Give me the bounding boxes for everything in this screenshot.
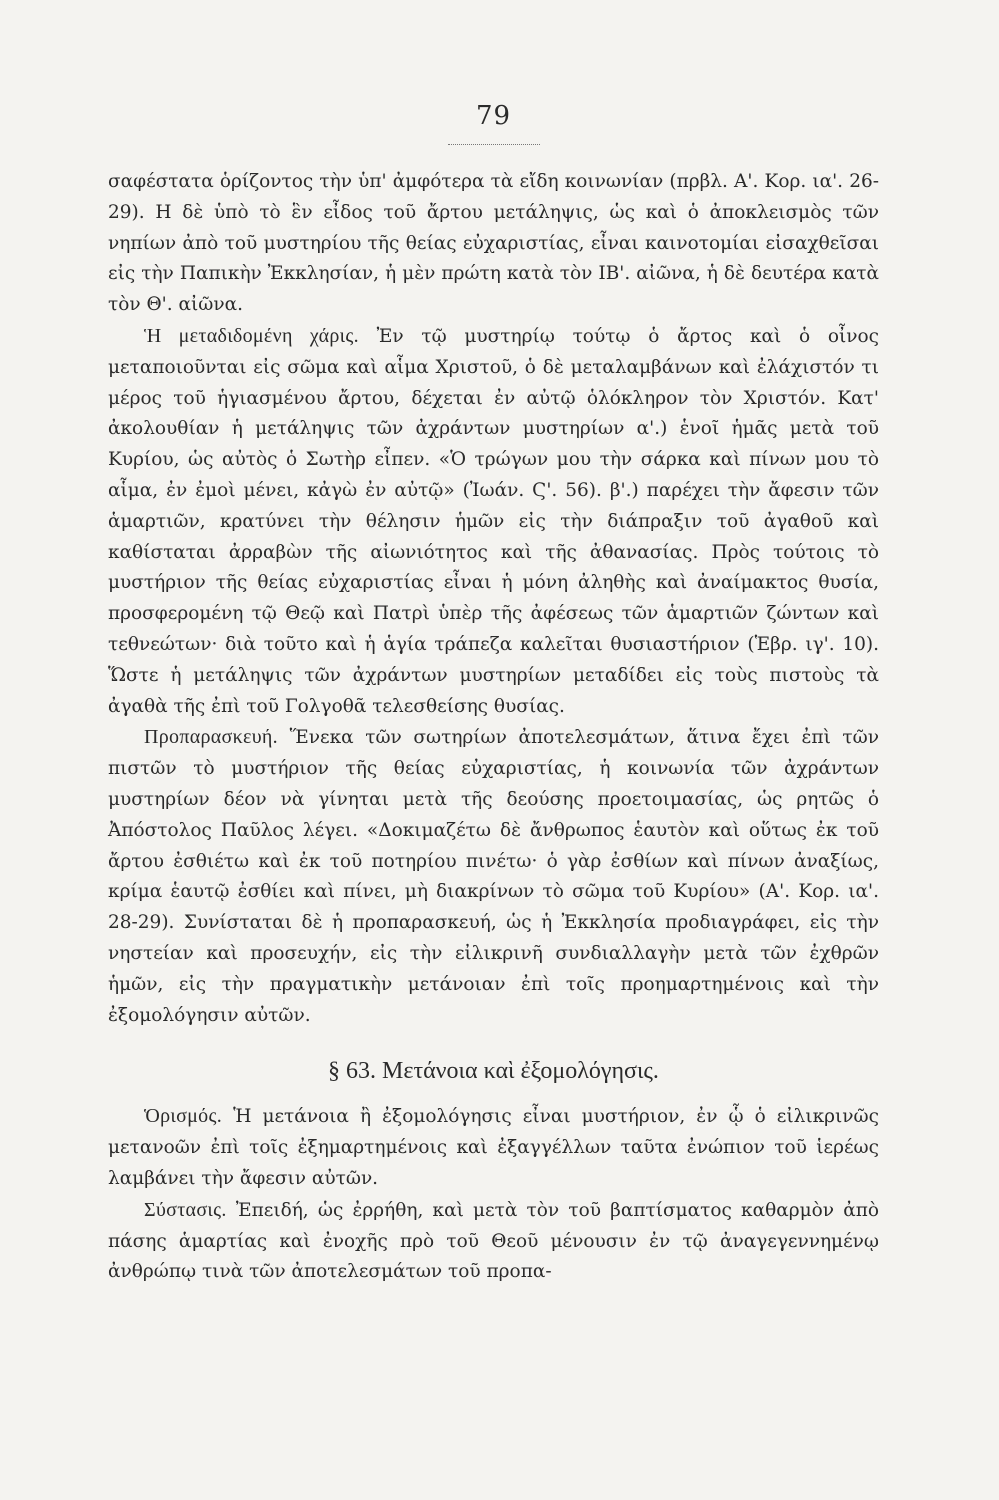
page-number-divider: [448, 144, 540, 145]
paragraph-term: Προπαρασκευή.: [144, 726, 278, 749]
book-page: [108, 96, 879, 1288]
paragraph-text: Ἕνεκα τῶν σωτηρίων ἀποτελεσμάτων, ἅτινα ἔχει ἐπὶ τῶν πιστῶν τὸ μυστήριον τῆς θείας εὐχαριστίας, ἡ κοινωνία τῶν ἀχράντων μυστηρίων δέον νὰ γίνηται μετὰ τῆς δεούσης προετοιμασίας, ὡς ρητῶς ὁ Ἀπόστολος Παῦλος λέγει. «Δοκιμαζέτω δὲ ἄνθρωπος ἑαυτὸν καὶ οὕτως ἐκ τοῦ ἄρτου ἐσθιέτω καὶ ἐκ τοῦ ποτηρίου πινέτω· ὁ γὰρ ἐσθίων καὶ πίνων ἀναξίως, κρίμα ἑαυτῷ ἐσθίει καὶ πίνει, μὴ διακρίνων τὸ σῶμα τοῦ Κυρίου» (Α'. Κορ. ια'. 28-29). Συνίσταται δὲ ἡ προπαρασκευή, ὡς ἡ Ἐκκλησία προδιαγράφει, εἰς τὴν νηστείαν καὶ προσευχήν, εἰς τὴν εἰλικρινῆ συνδιαλλαγὴν μετὰ τῶν ἐχθρῶν ἡμῶν, εἰς τὴν πραγματικὴν μετάνοιαν ἐπὶ τοῖς προημαρτημένοις καὶ τὴν ἐξομολόγησιν αὐτῶν.: [108, 727, 879, 1026]
paragraph-text: Ἐν τῷ μυστηρίῳ τούτῳ ὁ ἄρτος καὶ ὁ οἶνος μεταποιοῦνται εἰς σῶμα καὶ αἷμα Χριστοῦ, ὁ δὲ μεταλαμβάνων καὶ ἐλάχιστόν τι μέρος τοῦ ἡγιασμένου ἄρτου, δέχεται ἐν αὐτῷ ὁλόκληρον τὸν Χριστόν. Κατ' ἀκολουθίαν ἡ μετάληψις τῶν ἀχράντων μυστηρίων α'.) ἑνοῖ ἡμᾶς μετὰ τοῦ Κυρίου, ὡς αὐτὸς ὁ Σωτὴρ εἶπεν. «Ὁ τρώγων μου τὴν σάρκα καὶ πίνων μου τὸ αἷμα, ἐν ἐμοὶ μένει, κἀγὼ ἐν αὐτῷ» (Ἰωάν. Ϛ'. 56). β'.) παρέχει τὴν ἄφεσιν τῶν ἁμαρτιῶν, κρατύνει τὴν θέλησιν ἡμῶν εἰς τὴν διάπραξιν τοῦ ἀγαθοῦ καὶ καθίσταται ἀρραβὼν τῆς αἰωνιότητος καὶ τῆς ἀθανασίας. Πρὸς τούτοις τὸ μυστήριον τῆς θείας εὐχαριστίας εἶναι ἡ μόνη ἀληθὴς καὶ ἀναίμακτος θυσία, προσφερομένη τῷ Θεῷ καὶ Πατρὶ ὑπὲρ τῆς ἀφέσεως τῶν ἁμαρτιῶν ζώντων καὶ τεθνεώτων· διὰ τοῦτο καὶ ἡ ἁγία τράπεζα καλεῖται θυσιαστήριον (Ἑβρ. ιγ'. 10). Ὥστε ἡ μετάληψις τῶν ἀχράντων μυστηρίων μεταδίδει εἰς τοὺς πιστοὺς τὰ ἀγαθὰ τῆς ἐπὶ τοῦ Γολγοθᾶ τελεσθείσης θυσίας.: [108, 325, 879, 717]
paragraph-definition: [108, 1101, 879, 1194]
paragraph-term: Ἡ μεταδιδομένη χάρις.: [144, 324, 359, 347]
paragraph-preparation: [108, 722, 879, 1031]
paragraph-institution: [108, 1195, 879, 1288]
paragraph-text: σαφέστατα ὁρίζοντος τὴν ὑπ' ἀμφότερα τὰ εἴδη κοινωνίαν (πρβλ. Α'. Κορ. ια'. 26-29). Η δὲ ὑπὸ τὸ ἓν εἶδος τοῦ ἄρτου μετάληψις, ὡς καὶ ὁ ἀποκλεισμὸς τῶν νηπίων ἀπὸ τοῦ μυστηρίου τῆς θείας εὐχαριστίας, εἶναι καινοτομίαι εἰσαχθεῖσαι εἰς τὴν Παπικὴν Ἐκκλησίαν, ἡ μὲν πρώτη κατὰ τὸν ΙΒ'. αἰῶνα, ἡ δὲ δευτέρα κατὰ τὸν Θ'. αἰῶνα.: [108, 171, 879, 316]
paragraph-term: Σύστασις.: [144, 1198, 227, 1221]
paragraph-text: Ἡ μετάνοια ἢ ἐξομολόγησις εἶναι μυστήριον, ἐν ᾧ ὁ εἰλικρινῶς μετανοῶν ἐπὶ τοῖς ἐξημαρτημένοις καὶ ἐξαγγέλλων ταῦτα ἐνώπιον τοῦ ἱερέως λαμβάνει τὴν ἄφεσιν αὐτῶν.: [108, 1106, 879, 1189]
paragraph-imparted-grace: [108, 321, 879, 722]
paragraph-term: Ὁρισμός.: [144, 1105, 223, 1128]
section-heading: § 63. Μετάνοια καὶ ἐξομολόγησις.: [328, 1058, 659, 1085]
paragraph-text: Ἐπειδή, ὡς ἐρρήθη, καὶ μετὰ τὸν τοῦ βαπτίσματος καθαρμὸν ἀπὸ πάσης ἁμαρτίας καὶ ἐνοχῆς πρὸ τοῦ Θεοῦ μένουσιν ἐν τῷ ἀναγεγεννημένῳ ἀνθρώπῳ τινὰ τῶν ἀποτελεσμάτων τοῦ προπα-: [108, 1199, 879, 1283]
paragraph-eucharist-continuation: [108, 167, 879, 321]
page-number: 79: [475, 101, 512, 131]
